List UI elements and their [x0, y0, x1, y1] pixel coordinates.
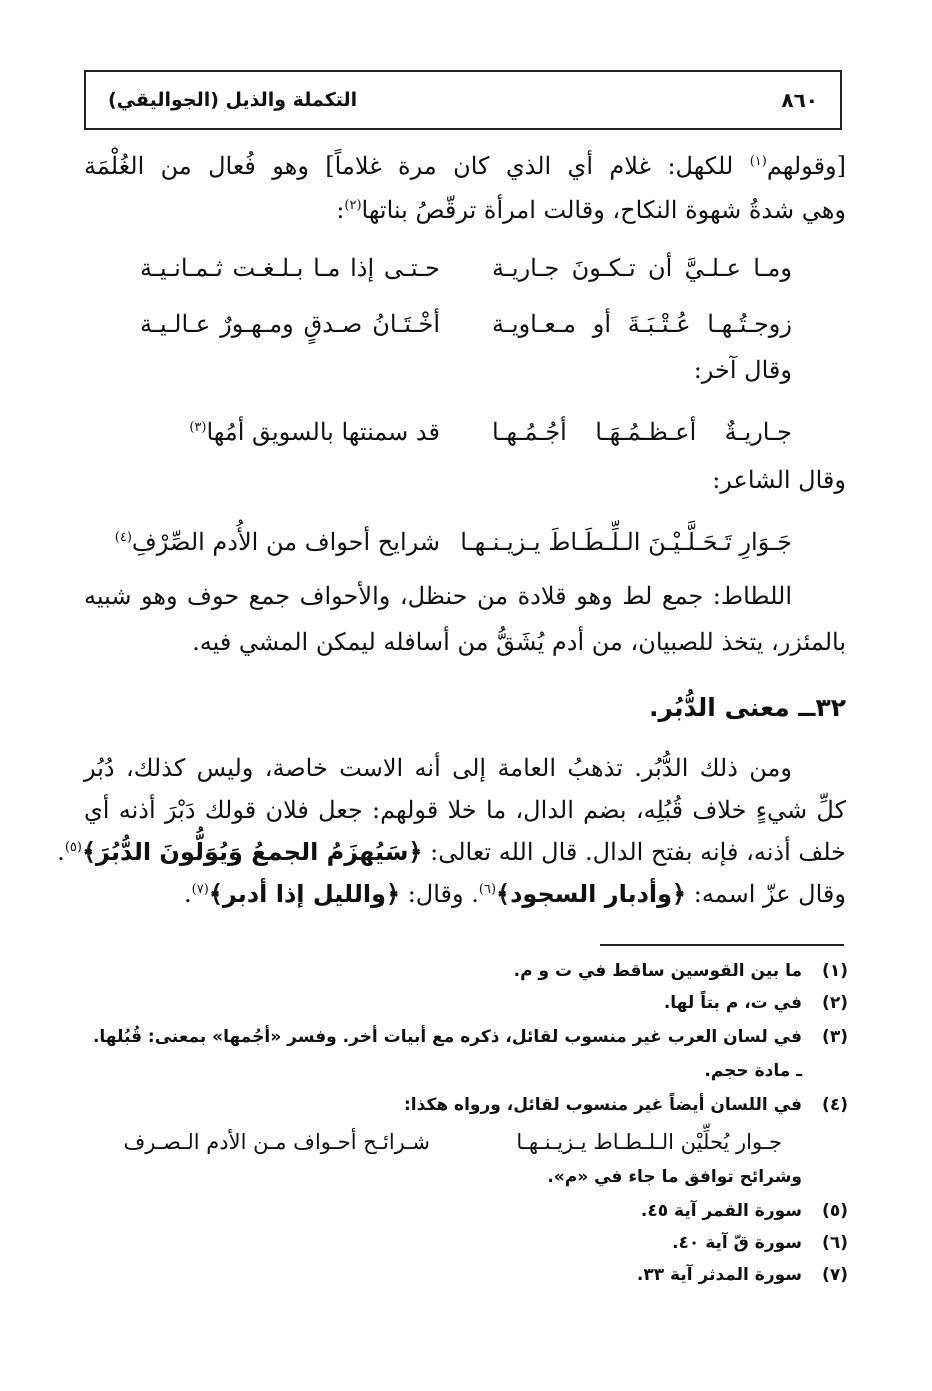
- text-line: بالمئزر، يتخذ للصبيان، من أدم يُشَقُّ من أسافله ليمكن المشي فيه.: [192, 628, 846, 656]
- footnote-ref: (٤): [114, 530, 132, 545]
- verse-first-hemistich: ومـا عـلـيَّ أن تـكـونَ جـاريـة: [492, 254, 792, 282]
- page-header: [84, 70, 842, 130]
- text-line: ومن ذلك الدُّبُر. تذهبُ العامة إلى أنه الاست خاصة، وليس كذلك، دُبُر: [84, 754, 792, 782]
- verse-second-hemistich: حـتـى إذا مـا بـلـغـت ثـمـانـيـة: [140, 254, 440, 282]
- verse-second-hemistich: أخْـتَـانُ صـدقٍ ومـهـورٌ عـالـيـة: [140, 310, 440, 338]
- footnote: (٧)سورة المدثر آية ٣٣.: [636, 1265, 848, 1285]
- footnote: ـ مادة حجم.: [704, 1061, 802, 1081]
- quran-quote: ﴿سَيُهزَمُ الجمعُ وَيُوَلُّونَ الدُّبُرَ﴾: [81, 838, 423, 866]
- page-number: ٨٦٠: [781, 88, 818, 112]
- verse-first-hemistich: جـاريـةٌ أعـظـمُـهَـا أجُـمُـهـا: [492, 418, 792, 446]
- verse-line: [114, 522, 792, 562]
- footnote-ref: (٣): [189, 420, 207, 435]
- footnote-ref: (٧): [191, 882, 209, 897]
- footnote: (٦)سورة قّ آية ٤٠.: [672, 1233, 848, 1253]
- footnote: وشرائح توافق ما جاء في «م».: [547, 1167, 802, 1187]
- text-line: وقال آخر:: [693, 356, 792, 384]
- text-line: كلِّ شيءٍ خلاف قُبُلِه، بضم الدال، ما خلا قولهم: جعل فلان قولك دَبْرَ أذنه أي: [84, 796, 846, 824]
- quran-quote: ﴿وأدبار السجود﴾: [496, 880, 687, 908]
- footnote: (٤)في اللسان أيضاً غير منسوب لقائل، ورواه هكذا:: [404, 1095, 848, 1115]
- text-line: خلف أذنه، فإنه بفتح الدال. قال الله تعالى: ﴿سَيُهزَمُ الجمعُ وَيُوَلُّونَ الدُّبُرَ﴾$^{(٥)}$.: [57, 838, 846, 866]
- verse-line: [140, 248, 792, 288]
- footnote: (١)ما بين القوسين ساقط في ت و م.: [513, 961, 848, 981]
- text-line: وقال عزّ اسمه: ﴿وأدبار السجود﴾$^{(٦)}$. وقال: ﴿والليل إذا أدبر﴾$^{(٧)}$.: [184, 880, 846, 908]
- footnote-separator: [600, 944, 844, 946]
- footnote-ref: (٥): [64, 840, 82, 855]
- footnote-ref: (١): [749, 154, 767, 169]
- footnote: (٣)في لسان العرب غير منسوب لقائل، ذكره مع أبيات أخر. وفسر «أجُمها» بمعنى: قُبُلها.: [92, 1027, 848, 1047]
- book-title: التكملة والذيل (الجواليقي): [108, 89, 358, 111]
- footnote-verse: [123, 1126, 782, 1158]
- section-title: ٣٢ــ معنى الدُّبُر.: [649, 693, 846, 722]
- text-line: اللطاط: جمع لط وهو قلادة من حنظل، والأحواف جمع حوف وهو شبيه: [84, 582, 792, 610]
- footnote: (٥)سورة القمر آية ٤٥.: [640, 1201, 848, 1221]
- verse-first-hemistich: جَـوَارِ تَـحَـلَّـيْـنَ الـلِّـطَـاطَ يـزيـنـهـا: [460, 528, 792, 556]
- text-line: وقال الشاعر:: [712, 466, 846, 494]
- footnote-ref: (٢): [344, 198, 362, 213]
- text-line: [وقولهم$^{(١)}$ للكهل: غلام أي الذي كان مرة غلاماً] وهو فُعال من الغُلْمَة: [84, 152, 846, 180]
- footnote: (٢)في ت، م بتاً لها.: [663, 993, 848, 1013]
- verse-first-hemistich: زوجـتُـهـا عُـتْـبَـةَ أو مـعـاويـة: [492, 310, 792, 338]
- verse-first-hemistich: جـوار يُحلِّيْن الـلـطـاط يـزيـنـهـا: [516, 1130, 782, 1154]
- verse-second-hemistich: شـرائـح أحـواف مـن الأدم الـصـرف: [123, 1130, 430, 1154]
- verse-line: [140, 304, 792, 344]
- footnote-ref: (٦): [478, 882, 497, 897]
- verse-second-hemistich: قد سمنتها بالسويق أمُها$^{(٣)}$: [189, 418, 440, 446]
- text-line: وهي شدةُ شهوة النكاح، وقالت امرأة ترقّصُ بناتها$^{(٢)}$:: [336, 196, 846, 224]
- quran-quote: ﴿والليل إذا أدبر﴾: [208, 880, 401, 908]
- verse-second-hemistich: شرايح أحواف من الأُدم الصِّرْفِ$^{(٤)}$: [114, 528, 440, 556]
- verse-line: [140, 412, 792, 452]
